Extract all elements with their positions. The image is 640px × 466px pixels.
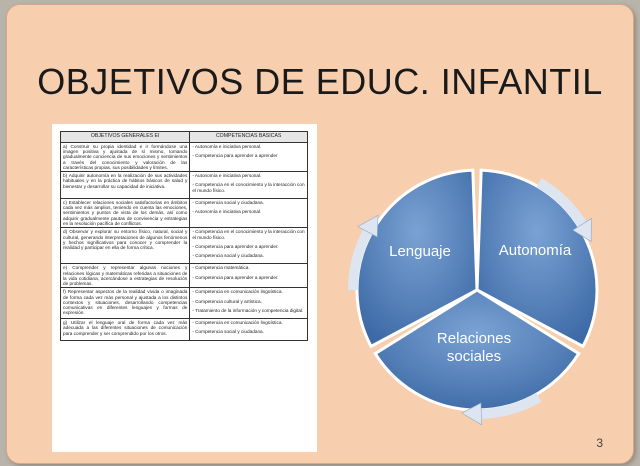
table-row	[61, 172, 308, 199]
objective-cell: e) Comprender y representar algunas nociones y relaciones lógicas y matemáticas referidas a situaciones de la vida cotidiana, acercándose a estrategias de resolución de problemas.	[61, 264, 190, 288]
competency-item: - Competencia matemática.	[192, 265, 250, 271]
objective-cell: b) Adquirir autonomía en la realización de sus actividades habituales y en la práctica de hábitos básicos de salud y bienestar y desarrollar su capacidad de iniciativa.	[61, 172, 190, 199]
objective-cell: g) Utilizar el lenguaje oral de forma cada vez más adecuada a las diferentes situaciones de comunicación para comprender y ser comprendido por los otros.	[61, 319, 190, 341]
page-number: 3	[596, 436, 603, 450]
competencies-cell	[190, 264, 308, 288]
table-row	[61, 288, 308, 319]
competency-item: - Competencia en el conocimiento y la interacción con el mundo físico.	[192, 229, 305, 240]
table-row	[61, 142, 308, 171]
competency-item: - Autonomía e iniciativa personal.	[192, 143, 262, 149]
objective-cell: c) Establecer relaciones sociales satisfactorias en ámbitos cada vez más amplios, teniendo en cuenta las emociones, sentimientos y puntos de vista de los demás, así como adquirir gradualmente pautas de convivencia y estrategias en la resolución pacífica de conflictos.	[61, 198, 190, 227]
objective-cell: d) Observar y explorar su entorno físico, natural, social y cultural, generando interpretaciones de algunos fenómenos y hechos significativos para conocer y comprender la realidad y participar en ella de forma crítica.	[61, 228, 190, 264]
competencies-cell	[190, 228, 308, 264]
table-header-row	[61, 132, 308, 143]
table-row	[61, 319, 308, 341]
competencies-cell	[190, 288, 308, 319]
objectives-table	[60, 131, 308, 341]
competencies-cell	[190, 142, 308, 171]
cycle-diagram-svg	[342, 155, 612, 425]
cycle-segments	[357, 170, 597, 410]
competency-item: - Competencia para aprender a aprender	[192, 153, 278, 159]
competency-item: - Autonomía e iniciativa personal.	[192, 209, 262, 215]
slide-title: OBJETIVOS DE EDUC. INFANTIL	[37, 61, 603, 102]
competencies-cell	[190, 172, 308, 199]
segment-label-relaciones: Relaciones	[436, 330, 512, 347]
competency-item: - Competencia social y ciudadana.	[192, 329, 264, 335]
table-row	[61, 198, 308, 227]
competency-item: - Competencia para aprender a aprender.	[192, 243, 279, 249]
cycle-diagram	[342, 155, 612, 425]
competency-item: - Competencia en el conocimiento y la interacción con el mundo físico.	[192, 182, 305, 193]
competencies-cell	[190, 319, 308, 341]
competencies-cell	[190, 198, 308, 227]
segment-label-autonomia: Autonomía	[498, 242, 572, 259]
table-header-objectives: OBJETIVOS GENERALES EI	[61, 132, 190, 143]
table-row	[61, 228, 308, 264]
competency-item: - Competencia en comunicación lingüística.	[192, 320, 283, 326]
objective-cell: a) Construir su propia identidad e ir formándose una imagen positiva y ajustada de sí mismo, tomando gradualmente conciencia de sus emociones y sentimientos a través del conocimiento y valoración de las características propias, sus posibilidades y límites.	[61, 142, 190, 171]
table-header-competencies: COMPETENCIAS BASICAS	[190, 132, 308, 143]
competency-item: - Competencia en comunicación lingüística.	[192, 289, 283, 295]
competency-item: - Competencia social y ciudadana.	[192, 199, 264, 205]
objective-cell: f) Representar aspectos de la realidad vivida o imaginada de forma cada vez más personal y ajustada a los distintos contextos y situaciones, desarrollando competencias comunicativas en diferentes lenguajes y formas de expresión.	[61, 288, 190, 319]
competency-item: - Competencia cultural y artística.	[192, 298, 262, 304]
competency-item: - Autonomía e iniciativa personal.	[192, 173, 262, 179]
objectives-table-image	[52, 124, 317, 452]
segment-label-lenguaje: Lenguaje	[389, 243, 451, 260]
slide	[6, 4, 634, 464]
competency-item: - Competencia social y ciudadana.	[192, 253, 264, 259]
competency-item: - Tratamiento de la información y competencia digital.	[192, 307, 304, 313]
table-row	[61, 264, 308, 288]
segment-label-sociales: sociales	[446, 348, 502, 365]
competency-item: - Competencia para aprender a aprender.	[192, 274, 279, 280]
